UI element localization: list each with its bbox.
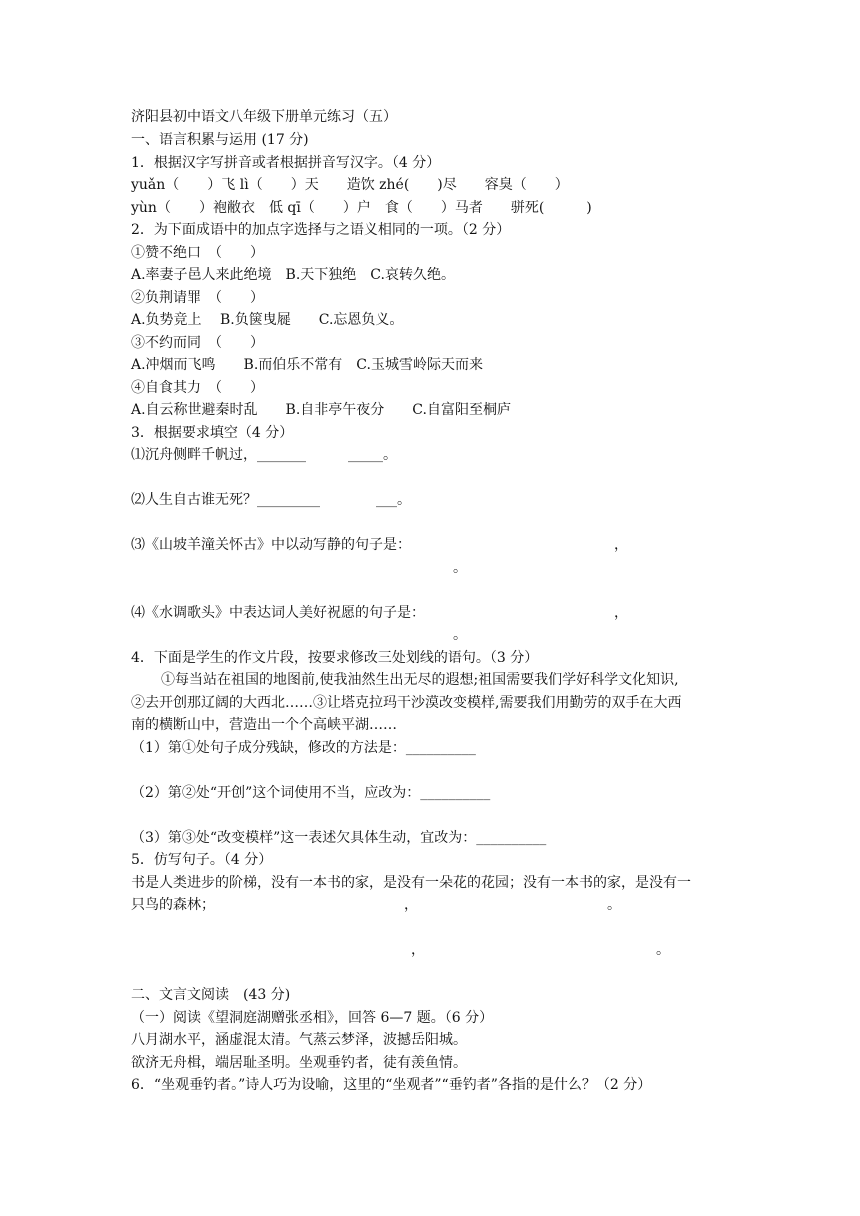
section-heading: 一、语言积累与运用 (17 分)	[131, 132, 309, 148]
document-title: 济阳县初中语文八年级下册单元练习（五）	[131, 109, 397, 125]
poem-line-2: 欲济无舟楫，端居耻圣明。坐观垂钓者，徒有羡鱼情。	[131, 1055, 467, 1071]
question-3-item-3: ⑶《山坡羊潼关怀古》中以动写静的句子是： ，	[131, 537, 628, 553]
question-5-answer-line: ， 。	[131, 942, 670, 958]
question-3-item-2: ⑵人生自古谁无死？_________ ___。	[131, 492, 411, 508]
question-3-item-4-cont: 。	[131, 627, 467, 643]
reading-intro: （一）阅读《望洞庭湖赠张丞相》，回答 6—7 题。（6 分）	[131, 1010, 494, 1026]
question-5-text-2: 只鸟的森林； ， 。	[131, 897, 621, 913]
question-1-line-b: yùn（ ）袍敝衣 低 qī（ ）户 食（ ）马者 骈死( )	[131, 200, 592, 216]
question-1-line-a: yuǎn（ ）飞 lì（ ）天 造饮 zhé( )尽 容臭（ ）	[131, 177, 569, 193]
question-3-item-3-cont: 。	[131, 560, 467, 576]
question-4-sub-3: （3）第③处“改变模样”这一表述欠具体生动，宜改为：__________	[131, 830, 547, 846]
question-2-item-3: ③不约而同 （ ）	[131, 335, 264, 351]
question-3: 3．根据要求填空（4 分）	[131, 425, 294, 441]
question-2-item-2: ②负荆请罪 （ ）	[131, 290, 264, 306]
section-heading-2: 二、文言文阅读 (43 分)	[131, 987, 291, 1003]
poem-line-1: 八月湖水平，涵虚混太清。气蒸云梦泽，波撼岳阳城。	[131, 1032, 467, 1048]
question-4-passage-3: 南的横断山中，营造出一个个高峡平湖……	[131, 717, 397, 733]
question-2-options-1: A.率妻子邑人来此绝境 B.天下独绝 C.哀转久绝。	[131, 267, 455, 283]
question-4: 4．下面是学生的作文片段，按要求修改三处划线的语句。（3 分）	[131, 650, 539, 666]
question-4-passage-1: ①每当站在祖国的地图前,使我油然生出无尽的遐想;祖国需要我们学好科学文化知识,	[161, 672, 679, 688]
question-4-sub-2: （2）第②处“开创”这个词使用不当，应改为：__________	[131, 785, 491, 801]
question-2-options-2: A.负势竞上 B.负箧曳屣 C.忘恩负义。	[131, 312, 404, 328]
question-4-sub-1: （1）第①处句子成分残缺，修改的方法是：__________	[131, 740, 476, 756]
question-2-item-1: ①赞不绝口 （ ）	[131, 245, 264, 261]
question-3-item-4: ⑷《水调歌头》中表达词人美好祝愿的句子是： ，	[131, 605, 628, 621]
question-2: 2．为下面成语中的加点字选择与之语义相同的一项。（2 分）	[131, 222, 511, 238]
question-2-options-4: A.自云称世避秦时乱 B.自非亭午夜分 C.自富阳至桐庐	[131, 402, 511, 418]
question-2-options-3: A.冲烟而飞鸣 B.而伯乐不常有 C.玉城雪岭际天而来	[131, 357, 483, 373]
question-1: 1．根据汉字写拼音或者根据拼音写汉字。（4 分）	[131, 155, 441, 171]
question-2-item-4: ④自食其力 （ ）	[131, 380, 264, 396]
question-3-item-1: ⑴沉舟侧畔千帆过，_______ _____。	[131, 447, 397, 463]
question-5-text-1: 书是人类进步的阶梯，没有一本书的家，是没有一朵花的花园；没有一本书的家，是没有一	[131, 875, 691, 891]
question-5: 5．仿写句子。（4 分）	[131, 852, 273, 868]
question-4-passage-2: ②去开创那辽阔的大西北……③让塔克拉玛干沙漠改变模样,需要我们用勤劳的双手在大西	[131, 695, 682, 711]
question-6: 6．“坐观垂钓者。”诗人巧为设喻，这里的“坐观者”“垂钓者”各指的是什么？（2 分）	[131, 1077, 652, 1093]
